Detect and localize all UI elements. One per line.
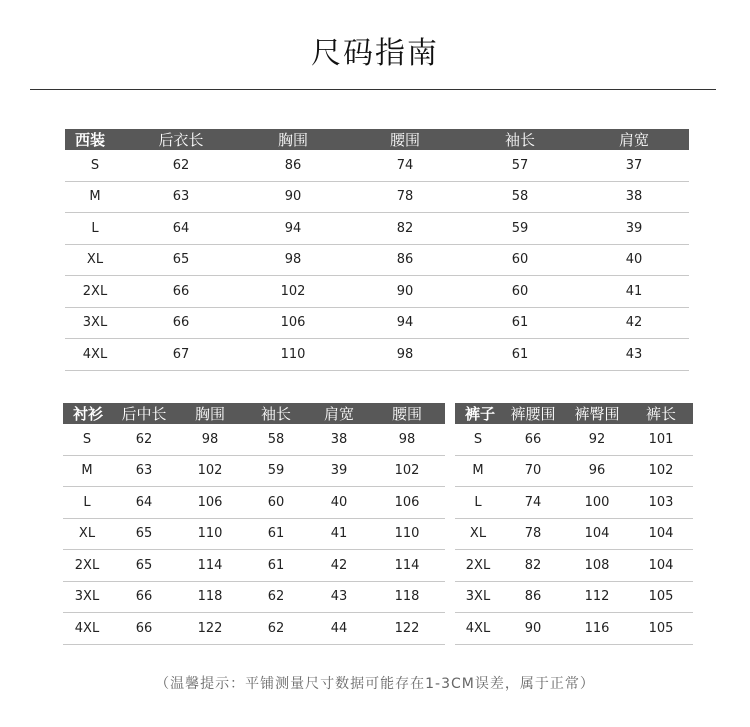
measurement-cell: 39	[579, 213, 689, 245]
table-row	[63, 550, 445, 582]
measurement-cell: 110	[237, 339, 349, 371]
measurement-cell: 100	[565, 487, 629, 519]
measurement-cell: 74	[501, 487, 565, 519]
size-label-cell: 4XL	[455, 613, 501, 645]
measurement-cell: 98	[237, 244, 349, 276]
measurement-cell: 62	[243, 613, 309, 645]
column-header: 胸围	[177, 403, 243, 424]
column-header: 后衣长	[125, 129, 237, 150]
measurement-cell: 90	[501, 613, 565, 645]
measurement-cell: 44	[309, 613, 369, 645]
size-label-cell: 4XL	[63, 613, 111, 645]
measurement-cell: 118	[177, 581, 243, 613]
measurement-cell: 58	[243, 424, 309, 455]
size-label-cell: 3XL	[63, 581, 111, 613]
column-header: 袖长	[243, 403, 309, 424]
measurement-cell: 118	[369, 581, 445, 613]
measurement-cell: 38	[309, 424, 369, 455]
measurement-cell: 122	[369, 613, 445, 645]
measurement-cell: 112	[565, 581, 629, 613]
table-category-header: 西装	[65, 129, 125, 150]
size-label-cell: M	[65, 181, 125, 213]
table-row	[63, 613, 445, 645]
size-label-cell: XL	[65, 244, 125, 276]
measurement-cell: 94	[349, 307, 461, 339]
measurement-cell: 60	[243, 487, 309, 519]
measurement-cell: 61	[461, 307, 579, 339]
table-row	[65, 213, 689, 245]
measurement-cell: 63	[111, 455, 177, 487]
table-row	[63, 518, 445, 550]
size-label-cell: S	[65, 150, 125, 181]
measurement-cell: 59	[461, 213, 579, 245]
table-row	[455, 424, 693, 455]
size-label-cell: S	[455, 424, 501, 455]
table-row	[65, 276, 689, 308]
table-row	[65, 339, 689, 371]
measurement-cell: 63	[125, 181, 237, 213]
measurement-cell: 60	[461, 244, 579, 276]
table-row	[63, 424, 445, 455]
size-label-cell: XL	[63, 518, 111, 550]
table-row	[455, 613, 693, 645]
column-header: 腰围	[349, 129, 461, 150]
column-header: 裤长	[629, 403, 693, 424]
measurement-cell: 114	[177, 550, 243, 582]
measurement-cell: 66	[111, 581, 177, 613]
size-label-cell: L	[455, 487, 501, 519]
measurement-cell: 66	[111, 613, 177, 645]
measurement-cell: 78	[349, 181, 461, 213]
shirt-size-table	[63, 403, 445, 645]
size-label-cell: M	[455, 455, 501, 487]
page-title: 尺码指南	[311, 36, 439, 71]
measurement-cell: 41	[579, 276, 689, 308]
measurement-cell: 42	[579, 307, 689, 339]
table-row	[65, 307, 689, 339]
measurement-cell: 92	[565, 424, 629, 455]
measurement-cell: 39	[309, 455, 369, 487]
table-row	[455, 518, 693, 550]
measurement-cell: 78	[501, 518, 565, 550]
suit-size-table	[65, 129, 689, 371]
measurement-cell: 104	[629, 518, 693, 550]
measurement-cell: 106	[177, 487, 243, 519]
size-label-cell: L	[65, 213, 125, 245]
measurement-cell: 61	[461, 339, 579, 371]
measurement-cell: 66	[501, 424, 565, 455]
measurement-cell: 58	[461, 181, 579, 213]
measurement-cell: 42	[309, 550, 369, 582]
measurement-cell: 61	[243, 550, 309, 582]
column-header: 袖长	[461, 129, 579, 150]
measurement-cell: 90	[237, 181, 349, 213]
table-row	[455, 550, 693, 582]
measurement-cell: 86	[237, 150, 349, 181]
size-label-cell: XL	[455, 518, 501, 550]
size-label-cell: S	[63, 424, 111, 455]
measurement-cell: 60	[461, 276, 579, 308]
table-row	[455, 455, 693, 487]
measurement-cell: 62	[111, 424, 177, 455]
measurement-cell: 106	[369, 487, 445, 519]
measurement-cell: 104	[565, 518, 629, 550]
measurement-cell: 110	[369, 518, 445, 550]
measurement-cell: 110	[177, 518, 243, 550]
table-row	[455, 487, 693, 519]
table-row	[65, 150, 689, 181]
measurement-cell: 98	[177, 424, 243, 455]
table-row	[65, 181, 689, 213]
table-row	[63, 581, 445, 613]
size-label-cell: M	[63, 455, 111, 487]
column-header: 肩宽	[309, 403, 369, 424]
measurement-cell: 102	[629, 455, 693, 487]
measurement-cell: 94	[237, 213, 349, 245]
measurement-cell: 62	[125, 150, 237, 181]
table-category-header: 裤子	[455, 403, 501, 424]
column-header: 胸围	[237, 129, 349, 150]
measurement-cell: 61	[243, 518, 309, 550]
measurement-cell: 102	[177, 455, 243, 487]
table-header-row	[455, 403, 693, 424]
measurement-cell: 43	[309, 581, 369, 613]
measurement-cell: 106	[237, 307, 349, 339]
size-label-cell: 2XL	[65, 276, 125, 308]
measurement-cell: 102	[237, 276, 349, 308]
measurement-cell: 108	[565, 550, 629, 582]
table-row	[65, 244, 689, 276]
measurement-cell: 82	[349, 213, 461, 245]
column-header: 腰围	[369, 403, 445, 424]
measurement-cell: 86	[349, 244, 461, 276]
size-label-cell: 3XL	[455, 581, 501, 613]
measurement-cell: 38	[579, 181, 689, 213]
measurement-cell: 65	[111, 550, 177, 582]
table-row	[455, 581, 693, 613]
measurement-cell: 67	[125, 339, 237, 371]
measurement-cell: 101	[629, 424, 693, 455]
measurement-cell: 96	[565, 455, 629, 487]
measurement-cell: 64	[111, 487, 177, 519]
size-label-cell: L	[63, 487, 111, 519]
measurement-cell: 116	[565, 613, 629, 645]
table-header-row	[63, 403, 445, 424]
measurement-cell: 64	[125, 213, 237, 245]
measurement-cell: 70	[501, 455, 565, 487]
size-label-cell: 3XL	[65, 307, 125, 339]
measurement-cell: 40	[309, 487, 369, 519]
column-header: 裤臀围	[565, 403, 629, 424]
measurement-cell: 74	[349, 150, 461, 181]
measurement-cell: 114	[369, 550, 445, 582]
measurement-cell: 86	[501, 581, 565, 613]
measurement-cell: 90	[349, 276, 461, 308]
table-row	[63, 455, 445, 487]
measurement-cell: 57	[461, 150, 579, 181]
measurement-cell: 102	[369, 455, 445, 487]
measurement-cell: 105	[629, 613, 693, 645]
size-label-cell: 4XL	[65, 339, 125, 371]
size-label-cell: 2XL	[455, 550, 501, 582]
title-divider	[30, 89, 716, 90]
table-row	[63, 487, 445, 519]
column-header: 后中长	[111, 403, 177, 424]
measurement-cell: 37	[579, 150, 689, 181]
measurement-cell: 43	[579, 339, 689, 371]
measurement-cell: 98	[369, 424, 445, 455]
measurement-cell: 104	[629, 550, 693, 582]
table-header-row	[65, 129, 689, 150]
measurement-cell: 40	[579, 244, 689, 276]
table-category-header: 衬衫	[63, 403, 111, 424]
size-label-cell: 2XL	[63, 550, 111, 582]
measurement-cell: 66	[125, 307, 237, 339]
measurement-cell: 59	[243, 455, 309, 487]
measurement-cell: 103	[629, 487, 693, 519]
measurement-cell: 105	[629, 581, 693, 613]
measurement-cell: 82	[501, 550, 565, 582]
measurement-cell: 65	[125, 244, 237, 276]
column-header: 肩宽	[579, 129, 689, 150]
measurement-cell: 98	[349, 339, 461, 371]
measurement-note: （温馨提示：平铺测量尺寸数据可能存在1-3CM误差，属于正常）	[155, 676, 595, 692]
column-header: 裤腰围	[501, 403, 565, 424]
measurement-cell: 122	[177, 613, 243, 645]
measurement-cell: 65	[111, 518, 177, 550]
pants-size-table	[455, 403, 693, 645]
measurement-cell: 66	[125, 276, 237, 308]
measurement-cell: 62	[243, 581, 309, 613]
measurement-cell: 41	[309, 518, 369, 550]
